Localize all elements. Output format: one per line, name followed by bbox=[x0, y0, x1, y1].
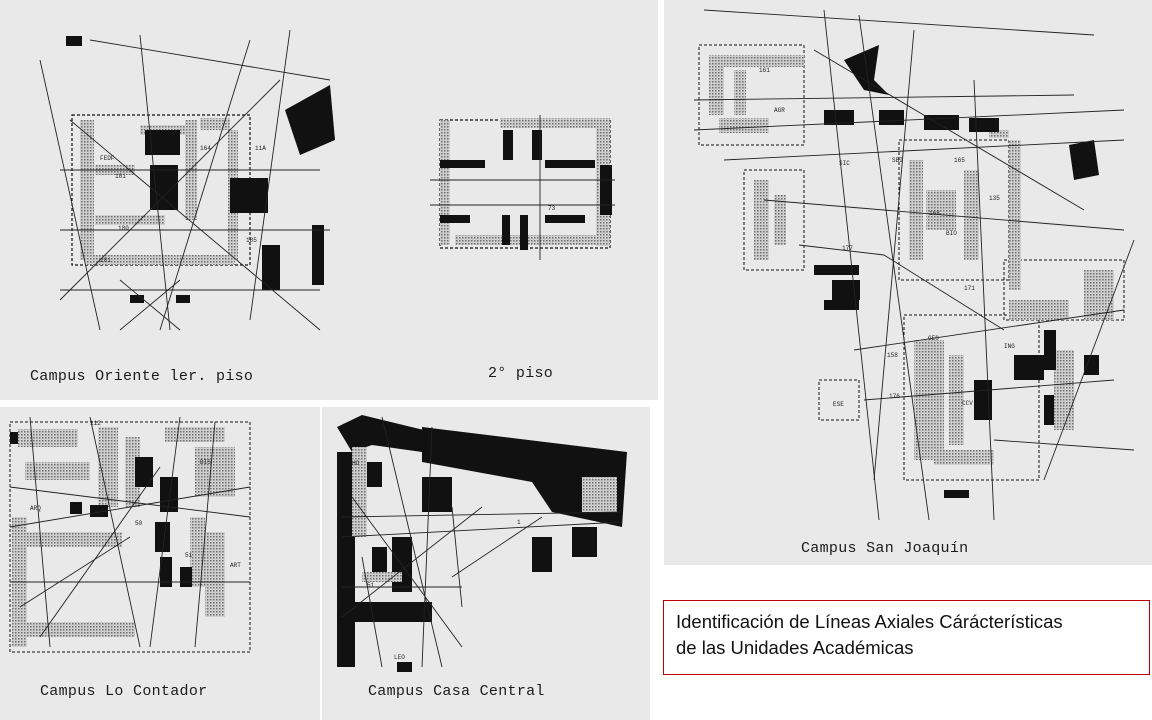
svg-text:181: 181 bbox=[115, 173, 126, 180]
svg-text:LEO: LEO bbox=[394, 654, 405, 661]
caption-san-joaquin: Campus San Joaquín bbox=[801, 540, 969, 557]
title-box bbox=[663, 600, 1150, 675]
svg-text:DIS: DIS bbox=[200, 459, 211, 466]
svg-text:112: 112 bbox=[90, 420, 101, 427]
svg-text:SBI: SBI bbox=[892, 157, 903, 164]
svg-text:AGR: AGR bbox=[774, 107, 785, 114]
svg-text:11A: 11A bbox=[255, 145, 266, 152]
svg-text:GEO: GEO bbox=[928, 335, 939, 342]
svg-text:158: 158 bbox=[887, 352, 898, 359]
svg-text:168: 168 bbox=[929, 210, 940, 217]
svg-text:180: 180 bbox=[118, 225, 129, 232]
svg-text:ARQ: ARQ bbox=[30, 505, 41, 512]
svg-text:SIC: SIC bbox=[839, 160, 850, 167]
campus-san-joaquin-plan bbox=[664, 0, 1152, 565]
svg-text:BIO: BIO bbox=[946, 230, 957, 237]
caption-oriente-first-floor: Campus Oriente ler. piso bbox=[30, 368, 254, 385]
campus-oriente-panel bbox=[0, 0, 658, 400]
svg-text:185: 185 bbox=[246, 237, 257, 244]
svg-text:ING: ING bbox=[1004, 343, 1015, 350]
svg-text:ESE: ESE bbox=[833, 401, 844, 408]
title-line-2: de las Unidades Académicas bbox=[676, 637, 914, 658]
svg-text:FEDF: FEDF bbox=[100, 155, 115, 162]
svg-text:171: 171 bbox=[964, 285, 975, 292]
svg-text:73: 73 bbox=[548, 205, 556, 212]
caption-casa-central: Campus Casa Central bbox=[368, 683, 545, 700]
svg-text:164: 164 bbox=[200, 145, 211, 152]
svg-text:HO: HO bbox=[352, 460, 360, 467]
campus-san-joaquin-panel bbox=[664, 0, 1152, 565]
svg-text:ART: ART bbox=[230, 562, 241, 569]
caption-lo-contador: Campus Lo Contador bbox=[40, 683, 208, 700]
svg-text:135: 135 bbox=[989, 195, 1000, 202]
svg-text:181: 181 bbox=[100, 257, 111, 264]
campus-oriente-plan bbox=[0, 0, 658, 400]
svg-text:176: 176 bbox=[889, 393, 900, 400]
svg-text:50: 50 bbox=[135, 520, 143, 527]
caption-oriente-second-floor: 2° piso bbox=[488, 365, 554, 382]
campus-casa-central-plan bbox=[322, 407, 650, 720]
svg-text:161: 161 bbox=[759, 67, 770, 74]
svg-text:1: 1 bbox=[517, 519, 521, 526]
campus-lo-contador-plan bbox=[0, 407, 320, 720]
svg-text:165: 165 bbox=[954, 157, 965, 164]
svg-text:51: 51 bbox=[185, 552, 193, 559]
campus-casa-central-panel bbox=[322, 407, 650, 720]
svg-text:CCV: CCV bbox=[962, 400, 973, 407]
campus-lo-contador-panel bbox=[0, 407, 320, 720]
svg-text:177: 177 bbox=[842, 245, 853, 252]
title-line-1: Identificación de Líneas Axiales Cárácterísticas bbox=[676, 611, 1063, 632]
svg-text:51: 51 bbox=[367, 582, 375, 589]
